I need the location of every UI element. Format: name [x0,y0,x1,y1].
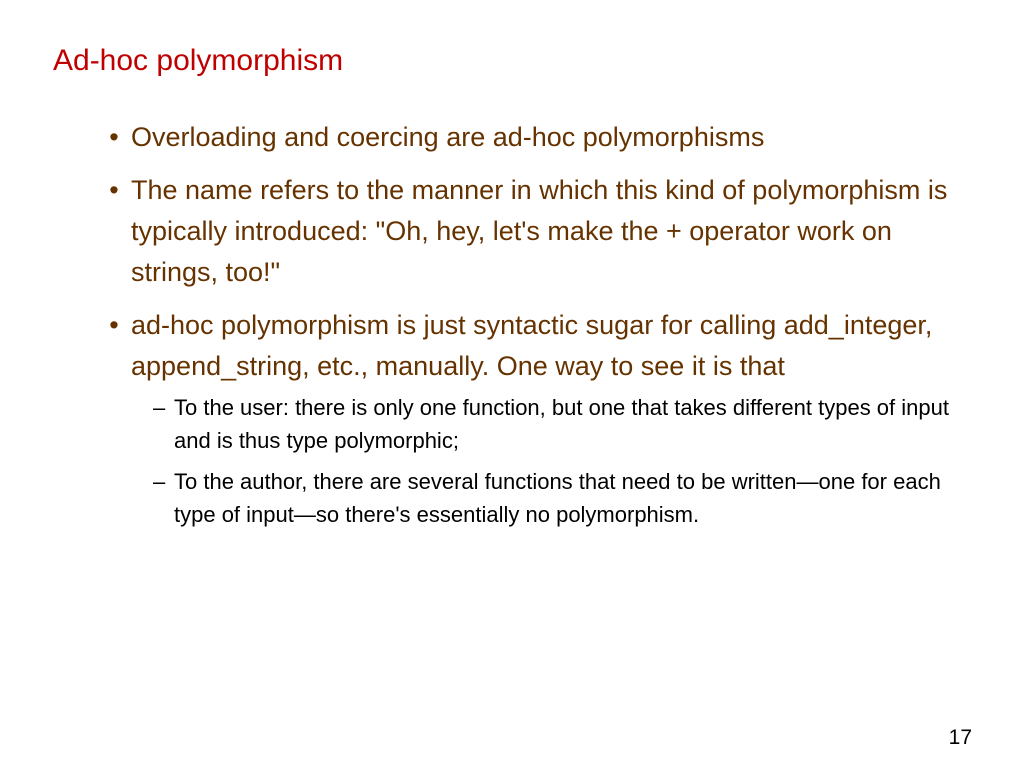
bullet-item [103,305,983,531]
subbullet-text: To the user: there is only one function, but one that takes different types of input and is thus type polymorphic; [174,395,949,453]
bullet-item [103,117,983,158]
bullet-text: The name refers to the manner in which this kind of polymorphism is typically introduced: "Oh, hey, let's make the + operator work on strings, too!" [131,175,948,287]
subbullet-item [153,391,964,457]
subbullet-text: To the author, there are several functions that need to be written—one for each type of input—so there's essentially no polymorphism. [174,469,941,527]
dash-marker-icon: – [153,395,166,420]
bullet-marker-icon: • [109,310,119,340]
dash-marker-icon: – [153,469,166,494]
subbullet-item [153,465,964,531]
subbullet-list [153,391,983,531]
bullet-list [103,117,983,543]
bullet-text: ad-hoc polymorphism is just syntactic sugar for calling add_integer, append_string, etc., manually. One way to see it is that [131,310,933,381]
slide-number: 17 [948,726,972,749]
slide-title: Ad-hoc polymorphism [53,44,344,77]
bullet-text: Overloading and coercing are ad-hoc polymorphisms [131,122,765,152]
bullet-item [103,170,983,293]
bullet-marker-icon: • [109,122,119,152]
bullet-marker-icon: • [109,175,119,205]
